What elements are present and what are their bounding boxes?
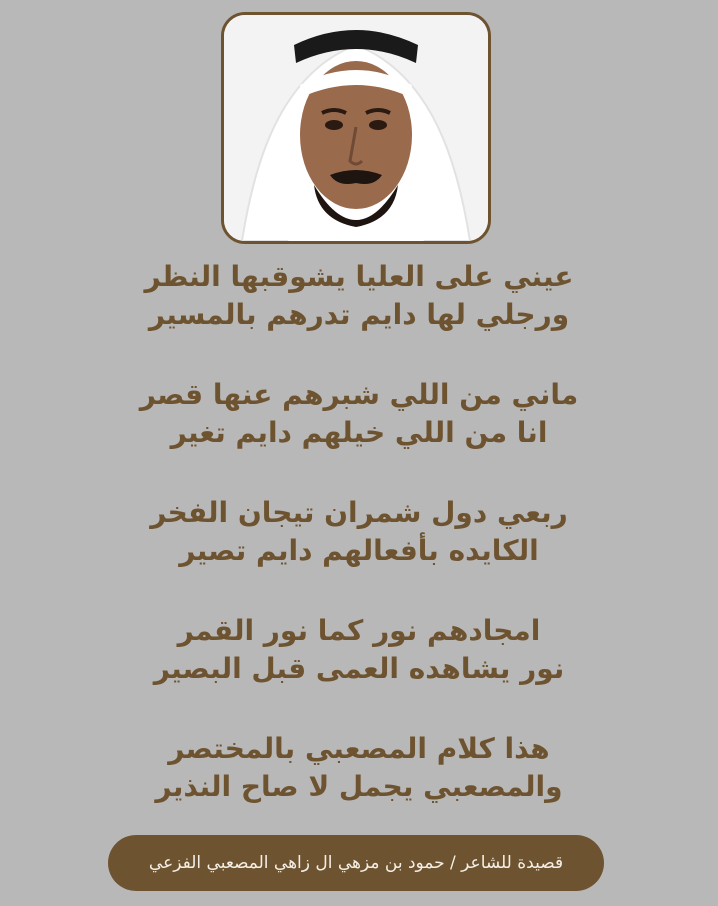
verse-line: ربعي دول شمران تيجان الفخر [150, 496, 568, 529]
verse-line: امجادهم نور كما نور القمر [177, 614, 541, 647]
stanza-5 [0, 730, 718, 848]
verse-line: الكايده بأفعالهم دايم تصير [179, 534, 539, 567]
verse-line: والمصعبي يجمل لا صاح النذير [155, 770, 563, 803]
stanza-1 [0, 258, 718, 376]
verse-line: عيني على العليا يشوقبها النظر [144, 260, 574, 293]
stanza-4 [0, 612, 718, 730]
verse-line: نور يشاهده العمى قبل البصير [153, 652, 565, 685]
verse-line: انا من اللي خيلهم دايم تغير [170, 416, 548, 449]
poet-credit-text: قصيدة للشاعر / حمود بن مزهي ال زاهي المصعبي الفزعي [148, 853, 564, 873]
poet-credit-banner [108, 835, 604, 891]
verse-line: ماني من اللي شبرهم عنها قصر [139, 378, 579, 411]
verse-line: هذا كلام المصعبي بالمختصر [168, 732, 550, 765]
stanza-3 [0, 494, 718, 612]
person-portrait-icon [224, 15, 488, 241]
verse-line: ورجلي لها دايم تدرهم بالمسير [148, 298, 570, 331]
poet-portrait [221, 12, 491, 244]
stanza-2 [0, 376, 718, 494]
poem [0, 258, 718, 848]
